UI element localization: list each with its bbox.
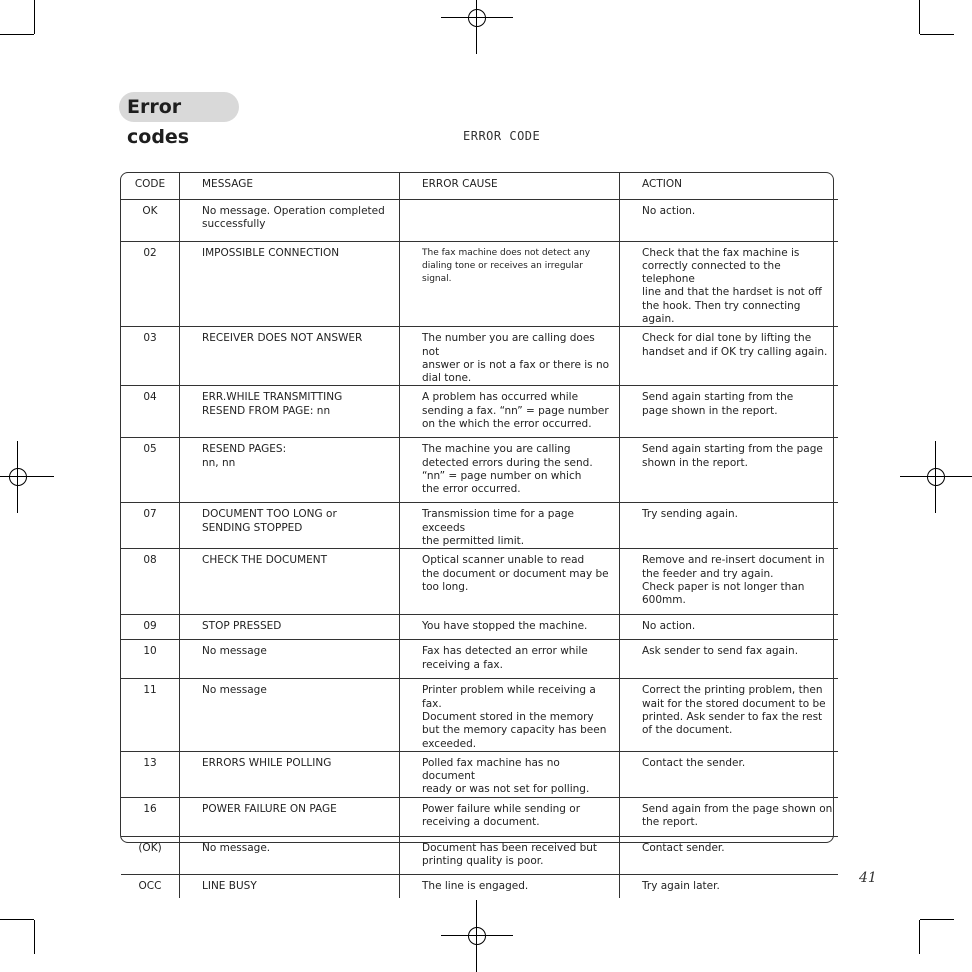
row-code: 03 <box>143 332 157 345</box>
row-message: IMPOSSIBLE CONNECTION <box>202 246 340 259</box>
row-action: Remove and re-insert document in the feeder and try again. Check paper is not longer than 600mm. <box>642 554 825 607</box>
crop-mark <box>920 34 954 35</box>
row-code: 09 <box>143 620 157 633</box>
row-code: (OK) <box>138 841 162 854</box>
row-cause: Document has been received but printing quality is poor. <box>422 841 598 868</box>
row-action: Contact sender. <box>642 841 725 854</box>
table-row <box>121 503 838 549</box>
row-cause: Fax has detected an error while receiving a fax. <box>422 645 588 671</box>
row-cause: The machine you are calling detected errors during the send. “nn” = page number on which the error occurred. <box>422 443 593 496</box>
crop-mark <box>919 920 920 954</box>
row-cause: Optical scanner unable to read the document or document may be too long. <box>422 554 609 593</box>
header-action: ACTION <box>642 178 682 190</box>
table-row <box>121 549 838 615</box>
row-code: OCC <box>138 879 162 892</box>
table-row <box>121 327 838 386</box>
error-codes-table <box>120 172 834 892</box>
crop-mark <box>34 920 35 954</box>
crop-mark <box>0 919 34 920</box>
row-action: Try sending again. <box>642 508 739 521</box>
row-action: Check for dial tone by lifting the handset and if OK try calling again. <box>642 332 828 358</box>
header-message: MESSAGE <box>202 178 253 190</box>
row-action: Send again from the page shown on the report. <box>642 802 833 829</box>
row-code: 10 <box>143 645 157 658</box>
row-code: 16 <box>143 802 157 815</box>
row-action: No action. <box>642 204 696 217</box>
row-message: ERRORS WHILE POLLING <box>202 756 332 769</box>
row-message: No message. <box>202 841 271 854</box>
row-cause: Transmission time for a page exceeds the permitted limit. <box>422 508 574 548</box>
registration-mark-right <box>900 441 972 513</box>
registration-mark-bottom <box>441 900 513 972</box>
row-code: 07 <box>143 508 157 521</box>
table-row <box>121 241 838 327</box>
row-code: 08 <box>143 554 157 567</box>
row-message: RESEND PAGES: nn, nn <box>202 443 287 469</box>
registration-mark-top <box>441 0 513 54</box>
row-action: Send again starting from the page shown in the report. <box>642 443 823 469</box>
header-code: CODE <box>134 178 166 190</box>
row-action: Check that the fax machine is correctly connected to the telephone line and that the hardset is not off the hook. Then try connecting again. <box>642 246 822 325</box>
row-message: RECEIVER DOES NOT ANSWER <box>202 332 363 345</box>
row-action: Ask sender to send fax again. <box>642 645 799 658</box>
registration-mark-left <box>0 441 54 513</box>
row-action: No action. <box>642 620 696 633</box>
header-cause: ERROR CAUSE <box>422 178 498 190</box>
table-row <box>121 640 838 679</box>
row-code: 02 <box>143 246 157 259</box>
row-cause: A problem has occurred while sending a fax. “nn” = page number on the which the error occurred. <box>422 391 609 431</box>
row-message: No message. Operation completed successfully <box>202 204 385 230</box>
crop-mark <box>0 34 34 35</box>
row-action: Send again starting from the page shown in the report. <box>642 391 794 417</box>
table-row <box>121 438 838 503</box>
row-cause: The number you are calling does not answer or is not a fax or there is no dial tone. <box>422 332 610 385</box>
page-number: 41 <box>859 870 877 886</box>
row-code: 04 <box>143 391 157 404</box>
table-row <box>121 386 838 438</box>
row-message: No message <box>202 684 267 697</box>
row-cause: The fax machine does not detect any dialing tone or receives an irregular signal. <box>422 247 591 285</box>
row-code: 13 <box>143 756 157 769</box>
row-message: DOCUMENT TOO LONG or SENDING STOPPED <box>202 508 337 534</box>
row-message: CHECK THE DOCUMENT <box>202 554 328 567</box>
row-message: ERR.WHILE TRANSMITTING RESEND FROM PAGE: nn <box>202 391 343 417</box>
row-action: Correct the printing problem, then wait for the stored document to be printed. Ask sender to fax the rest of the document. <box>642 684 826 737</box>
row-message: LINE BUSY <box>202 879 257 892</box>
row-cause: Printer problem while receiving a fax. Document stored in the memory but the memory capacity has been exceeded. <box>422 684 607 750</box>
row-message: No message <box>202 645 267 658</box>
row-cause: Power failure while sending or receiving a document. <box>422 802 581 829</box>
row-action: Try again later. <box>642 879 720 892</box>
crop-mark <box>920 919 954 920</box>
section-title: Error codes <box>119 92 239 122</box>
table-subtitle: ERROR CODE <box>463 129 541 143</box>
table-row <box>121 679 838 751</box>
row-code: 05 <box>143 443 157 456</box>
table-row <box>121 615 838 640</box>
crop-mark <box>919 0 920 34</box>
table-row <box>121 797 838 836</box>
row-code: 11 <box>143 684 157 697</box>
row-code: OK <box>142 204 158 217</box>
crop-mark <box>34 0 35 34</box>
row-cause: You have stopped the machine. <box>422 620 588 633</box>
row-cause: The line is engaged. <box>422 879 529 892</box>
table-row <box>121 874 838 898</box>
table-row <box>121 199 838 241</box>
table-row <box>121 836 838 874</box>
table-header-row <box>121 173 838 199</box>
row-message: POWER FAILURE ON PAGE <box>202 802 337 815</box>
row-action: Contact the sender. <box>642 756 746 769</box>
row-message: STOP PRESSED <box>202 620 282 633</box>
row-cause <box>400 200 619 205</box>
row-cause: Polled fax machine has no document ready or was not set for polling. <box>422 756 590 796</box>
table-row <box>121 751 838 797</box>
